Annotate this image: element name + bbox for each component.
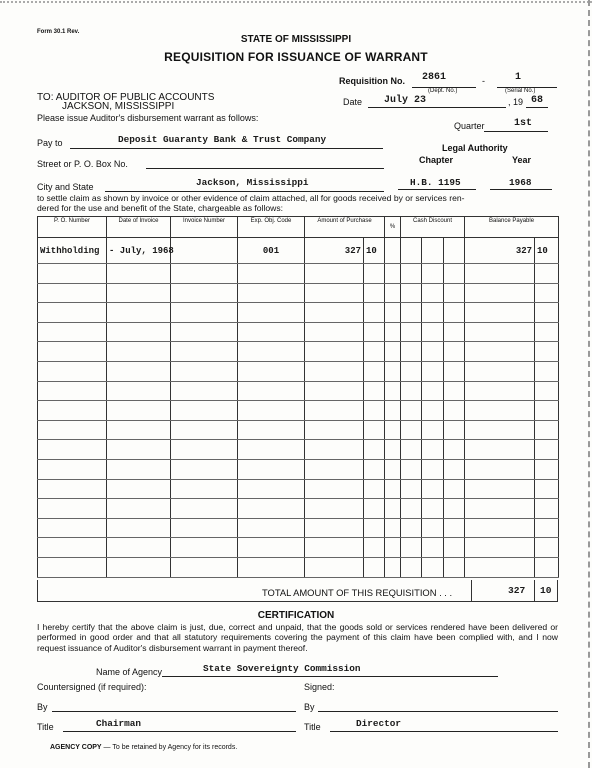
by-label-left: By [37, 702, 48, 712]
cell-amount-dollars: 327 [305, 238, 364, 264]
table-cell [364, 538, 385, 558]
table-cell [465, 479, 535, 499]
table-cell [171, 283, 238, 303]
table-cell [465, 499, 535, 519]
table-cell [535, 479, 559, 499]
table-cell [107, 322, 171, 342]
table-cell [535, 459, 559, 479]
table-cell [422, 459, 444, 479]
table-cell [107, 440, 171, 460]
table-cell [401, 283, 422, 303]
title-label-left: Title [37, 722, 54, 732]
table-cell [107, 342, 171, 362]
header-balance-payable: Balance Payable [465, 217, 559, 238]
date-line [368, 107, 506, 108]
table-cell [305, 401, 364, 421]
agency-name-value: State Sovereignty Commission [203, 663, 361, 674]
table-cell [171, 440, 238, 460]
cell-invoice [171, 238, 238, 264]
header-invoice-number: Invoice Number [171, 217, 238, 238]
by-line-left [52, 711, 296, 712]
table-cell [171, 381, 238, 401]
table-cell [364, 518, 385, 538]
table-cell [38, 303, 107, 323]
by-line-right [318, 711, 558, 712]
table-cell [422, 440, 444, 460]
table-cell [535, 518, 559, 538]
table-cell [444, 440, 465, 460]
table-cell [238, 479, 305, 499]
cell-balance-dollars: 327 [465, 238, 535, 264]
table-cell [364, 322, 385, 342]
table-cell [305, 459, 364, 479]
table-cell [444, 381, 465, 401]
table-cell [444, 459, 465, 479]
table-cell [385, 440, 401, 460]
header-amount-of-purchase: Amount of Purchase [305, 217, 385, 238]
table-cell [444, 361, 465, 381]
table-cell [305, 518, 364, 538]
table-cell [444, 264, 465, 284]
table-cell [385, 342, 401, 362]
table-row [38, 557, 559, 577]
footer-note [50, 744, 237, 751]
table-cell [401, 401, 422, 421]
table-cell [107, 361, 171, 381]
cell-code: 001 [238, 238, 305, 264]
table-cell [385, 557, 401, 577]
table-cell [305, 479, 364, 499]
table-row [38, 303, 559, 323]
table-row [38, 518, 559, 538]
total-divider-left [471, 580, 472, 601]
table-cell [465, 518, 535, 538]
table-cell [238, 557, 305, 577]
table-cell [305, 381, 364, 401]
table-cell [401, 303, 422, 323]
table-cell [171, 557, 238, 577]
table-cell [422, 283, 444, 303]
table-cell [385, 499, 401, 519]
dept-no-caption: (Dept. No.) [428, 88, 458, 94]
total-divider-cents [534, 580, 535, 601]
requisition-label: Requisition No. [339, 76, 405, 86]
table-cell [401, 499, 422, 519]
table-cell [465, 420, 535, 440]
table-row [38, 361, 559, 381]
cell-amount-cents: 10 [364, 238, 385, 264]
table-row [38, 322, 559, 342]
table-cell [385, 361, 401, 381]
table-cell [238, 283, 305, 303]
table-cell [38, 420, 107, 440]
table-cell [171, 518, 238, 538]
table-cell [535, 420, 559, 440]
table-cell [171, 322, 238, 342]
table-cell [238, 459, 305, 479]
table-row [38, 283, 559, 303]
table-cell [401, 322, 422, 342]
footer-copy-label: AGENCY COPY [50, 744, 102, 751]
cell-discount-c [444, 238, 465, 264]
header-date-of-invoice: Date of Invoice [107, 217, 171, 238]
title-line-right [330, 731, 558, 732]
table-row [38, 459, 559, 479]
street-label: Street or P. O. Box No. [37, 159, 128, 169]
header-exp-obj-code: Exp. Obj. Code [238, 217, 305, 238]
certification-text: I hereby certify that the above claim is just, due, correct and unpaid, that the goods sold or services rendered have been delivered or performed in good order and that all statutory requirements covering the payment of this claim have been complied with, and I now request issuance of Auditor's disbursement warrant in payment thereof. [37, 622, 558, 653]
table-cell [422, 499, 444, 519]
table-cell [171, 342, 238, 362]
table-cell [422, 401, 444, 421]
table-cell [465, 557, 535, 577]
table-cell [107, 518, 171, 538]
table-cell [238, 342, 305, 362]
table-cell [422, 557, 444, 577]
to-auditor: TO: AUDITOR OF PUBLIC ACCOUNTS [37, 92, 215, 103]
header-po-number: P. O. Number [38, 217, 107, 238]
year-label: Year [512, 155, 532, 165]
city-line [105, 191, 384, 192]
table-cell [38, 459, 107, 479]
claims-table [37, 216, 559, 578]
chapter-label: Chapter [419, 155, 454, 165]
pay-to-line [70, 148, 383, 149]
table-cell [305, 420, 364, 440]
table-cell [305, 440, 364, 460]
table-cell [364, 401, 385, 421]
table-cell [305, 283, 364, 303]
cell-discount-a [401, 238, 422, 264]
table-cell [238, 401, 305, 421]
quarter-value: 1st [514, 118, 533, 129]
table-cell [535, 264, 559, 284]
table-cell [401, 440, 422, 460]
table-cell [444, 518, 465, 538]
settle-text-line2: dered for the use and benefit of the State, chargeable as follows: [37, 203, 284, 213]
table-cell [465, 322, 535, 342]
table-cell [444, 557, 465, 577]
cell-balance-cents: 10 [535, 238, 559, 264]
empty-rows [38, 264, 559, 578]
table-cell [465, 459, 535, 479]
table-cell [171, 420, 238, 440]
table-cell [535, 283, 559, 303]
table-cell [422, 381, 444, 401]
table-cell [401, 361, 422, 381]
table-cell [364, 479, 385, 499]
table-cell [535, 538, 559, 558]
settle-text-line1: to settle claim as shown by invoice or other evidence of claim attached, all for goods received by or services ren- [37, 193, 465, 203]
table-cell [364, 557, 385, 577]
table-cell [238, 538, 305, 558]
table-cell [465, 361, 535, 381]
table-cell [535, 499, 559, 519]
table-row [38, 420, 559, 440]
table-cell [422, 342, 444, 362]
table-cell [107, 283, 171, 303]
cell-percent [385, 238, 401, 264]
table-row [38, 440, 559, 460]
table-cell [305, 264, 364, 284]
table-cell [401, 459, 422, 479]
table-cell [535, 401, 559, 421]
table-cell [364, 381, 385, 401]
table-cell [444, 538, 465, 558]
table-cell [444, 322, 465, 342]
dept-no-value: 2861 [422, 72, 447, 83]
table-cell [401, 518, 422, 538]
table-cell [444, 303, 465, 323]
title-value-right: Director [356, 718, 402, 729]
quarter-label: Quarter [454, 121, 485, 131]
table-cell [107, 459, 171, 479]
table-cell [38, 499, 107, 519]
table-cell [364, 283, 385, 303]
table-cell [364, 361, 385, 381]
table-row [38, 342, 559, 362]
to-city: JACKSON, MISSISSIPPI [62, 101, 175, 112]
table-cell [38, 322, 107, 342]
table-cell [238, 361, 305, 381]
total-row [37, 580, 558, 602]
table-cell [38, 557, 107, 577]
table-cell [422, 420, 444, 440]
table-cell [535, 381, 559, 401]
table-cell [465, 342, 535, 362]
agency-name-label: Name of Agency [96, 667, 163, 677]
table-cell [305, 361, 364, 381]
total-dollars: 327 [508, 585, 526, 596]
table-cell [465, 381, 535, 401]
scan-edge-top [0, 1, 592, 3]
table-cell [422, 303, 444, 323]
table-cell [305, 303, 364, 323]
table-cell [171, 499, 238, 519]
table-cell [364, 440, 385, 460]
table-cell [422, 538, 444, 558]
by-label-right: By [304, 702, 315, 712]
table-cell [444, 420, 465, 440]
table-cell [38, 264, 107, 284]
table-cell [107, 264, 171, 284]
table-cell [171, 479, 238, 499]
table-cell [38, 440, 107, 460]
table-cell [535, 557, 559, 577]
table-cell [385, 283, 401, 303]
chapter-value: H.B. 1195 [410, 177, 461, 188]
table-cell [107, 401, 171, 421]
table-cell [305, 342, 364, 362]
table-cell [238, 518, 305, 538]
city-value: Jackson, Mississippi [196, 177, 309, 188]
pay-to-value: Deposit Guaranty Bank & Trust Company [118, 134, 327, 145]
table-row [38, 538, 559, 558]
agency-name-line [162, 676, 498, 677]
table-cell [238, 303, 305, 323]
table-cell [465, 401, 535, 421]
table-cell [171, 361, 238, 381]
table-cell [38, 361, 107, 381]
table-cell [444, 342, 465, 362]
table-cell [444, 401, 465, 421]
table-cell [401, 420, 422, 440]
table-cell [465, 283, 535, 303]
date-year-value: 68 [531, 95, 544, 106]
total-label: TOTAL AMOUNT OF THIS REQUISITION . . . [262, 587, 453, 598]
street-line [146, 168, 384, 169]
table-cell [38, 479, 107, 499]
table-cell [38, 283, 107, 303]
table-row [38, 381, 559, 401]
requisition-dash: - [482, 76, 485, 86]
table-cell [305, 557, 364, 577]
table-cell [107, 538, 171, 558]
table-cell [364, 499, 385, 519]
title-line-left [63, 731, 296, 732]
date-year-prefix: , 19 [508, 97, 524, 107]
table-cell [385, 479, 401, 499]
table-cell [444, 479, 465, 499]
header-percent: % [385, 217, 401, 238]
table-cell [305, 322, 364, 342]
legal-year-line [490, 189, 552, 190]
form-title: REQUISITION FOR ISSUANCE OF WARRANT [164, 50, 428, 64]
table-cell [305, 499, 364, 519]
table-cell [422, 479, 444, 499]
date-label: Date [343, 97, 363, 107]
table-cell [535, 342, 559, 362]
table-cell [401, 264, 422, 284]
table-cell [38, 518, 107, 538]
table-cell [107, 499, 171, 519]
table-cell [107, 303, 171, 323]
table-cell [422, 518, 444, 538]
serial-no-value: 1 [515, 72, 522, 83]
cell-discount-b [422, 238, 444, 264]
please-issue-text: Please issue Auditor's disbursement warrant as follows: [37, 113, 259, 123]
table-cell [107, 420, 171, 440]
date-value: July 23 [384, 95, 427, 106]
table-cell [385, 518, 401, 538]
table-cell [444, 283, 465, 303]
footer-copy-note: — To be retained by Agency for its records. [101, 744, 238, 751]
table-cell [422, 264, 444, 284]
table-cell [38, 381, 107, 401]
cell-po: Withholding [38, 238, 107, 264]
table-cell [38, 401, 107, 421]
table-cell [385, 381, 401, 401]
legal-authority-heading: Legal Authority [442, 143, 508, 153]
city-label: City and State [37, 182, 94, 192]
table-cell [422, 361, 444, 381]
total-cents: 10 [540, 585, 552, 596]
table-cell [238, 322, 305, 342]
table-cell [385, 322, 401, 342]
table-cell [385, 459, 401, 479]
certification-heading: CERTIFICATION [257, 610, 335, 621]
table-cell [38, 342, 107, 362]
table-cell [401, 342, 422, 362]
table-cell [385, 303, 401, 323]
table-cell [385, 538, 401, 558]
table-cell [364, 303, 385, 323]
table-cell [422, 322, 444, 342]
state-heading: STATE OF MISSISSIPPI [240, 34, 352, 45]
table-cell [364, 459, 385, 479]
table-cell [465, 440, 535, 460]
table-cell [238, 499, 305, 519]
header-cash-discount: Cash Discount [401, 217, 465, 238]
chapter-line [398, 189, 476, 190]
table-cell [385, 401, 401, 421]
table-cell [238, 264, 305, 284]
table-cell [444, 499, 465, 519]
table-cell [535, 303, 559, 323]
table-cell [171, 459, 238, 479]
table-cell [171, 303, 238, 323]
date-year-line [526, 107, 548, 108]
cell-date: - July, 1968 [107, 238, 171, 264]
table-row [38, 479, 559, 499]
table-cell [305, 538, 364, 558]
table-cell [401, 479, 422, 499]
form-number: Form 30.1 Rev. [37, 29, 80, 35]
table-row [38, 264, 559, 284]
quarter-line [484, 131, 548, 132]
table-cell [364, 420, 385, 440]
table-cell [535, 440, 559, 460]
legal-year-value: 1968 [509, 177, 532, 188]
pay-to-label: Pay to [37, 138, 63, 148]
table-cell [401, 538, 422, 558]
table-cell [107, 557, 171, 577]
table-cell [238, 420, 305, 440]
table-cell [107, 381, 171, 401]
table-row [38, 499, 559, 519]
table-header-row [38, 217, 559, 238]
table-cell [465, 303, 535, 323]
scan-edge-right [588, 0, 590, 768]
table-cell [465, 538, 535, 558]
countersigned-label: Countersigned (if required): [37, 682, 147, 692]
table-cell [238, 381, 305, 401]
table-cell [171, 538, 238, 558]
table-cell [38, 538, 107, 558]
table-cell [171, 401, 238, 421]
table-cell [465, 264, 535, 284]
table-cell [385, 264, 401, 284]
table-row [38, 401, 559, 421]
table-cell [401, 381, 422, 401]
table-cell [385, 420, 401, 440]
table-cell [238, 440, 305, 460]
table-cell [364, 264, 385, 284]
table-cell [535, 361, 559, 381]
table-cell [171, 264, 238, 284]
table-cell [364, 342, 385, 362]
table-cell [401, 557, 422, 577]
title-label-right: Title [304, 722, 321, 732]
title-value-left: Chairman [96, 718, 142, 729]
serial-no-caption: (Serial No.) [505, 88, 536, 94]
table-cell [107, 479, 171, 499]
table-row [38, 238, 559, 264]
table-cell [535, 322, 559, 342]
signed-label: Signed: [304, 682, 335, 692]
